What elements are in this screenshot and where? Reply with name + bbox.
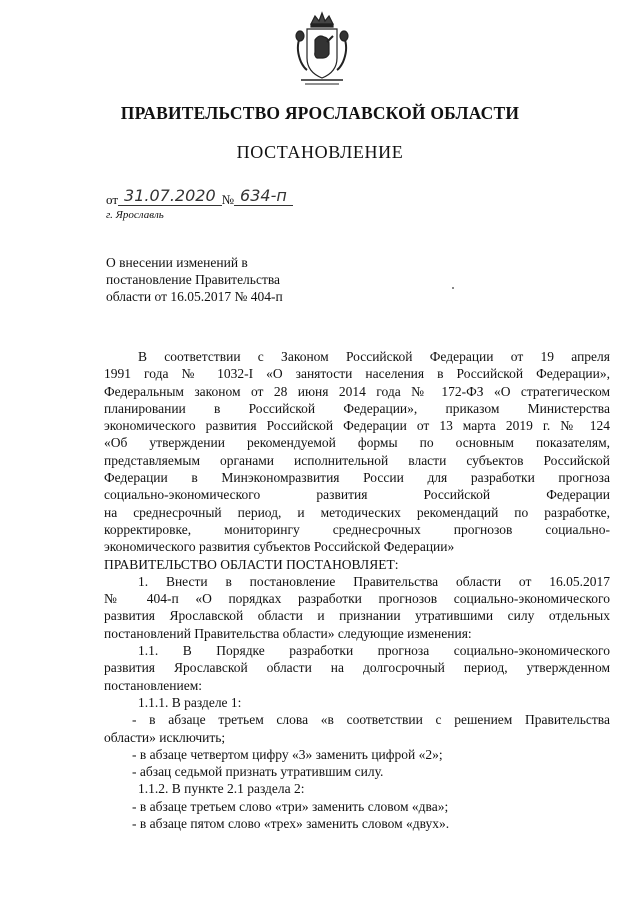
organization-title: ПРАВИТЕЛЬСТВО ЯРОСЛАВСКОЙ ОБЛАСТИ — [120, 103, 520, 123]
document-type-title: ПОСТАНОВЛЕНИЕ — [236, 142, 404, 162]
body-line: экономического развития субъектов Российской Федерации» — [104, 539, 455, 555]
body-line: социально-экономического развития Российской Федерации — [104, 487, 610, 503]
body-line: корректировке, мониторингу среднесрочных прогнозов социально- — [104, 521, 610, 537]
date-prefix: от — [106, 192, 119, 207]
body-line: В соответствии с Законом Российской Федерации от 19 апреля — [138, 349, 610, 364]
body-line: Федерации в Минэкономразвития России для разработки прогноза — [104, 470, 610, 486]
body-line: - в абзаце третьем слова «в соответствии с решением Правительства — [132, 712, 610, 728]
number-prefix: № — [221, 192, 235, 207]
body-line: на среднесрочный период, и методических рекомендаций по разработке, — [104, 504, 610, 520]
body-line: - абзац седьмой признать утратившим силу. — [132, 764, 384, 780]
subject-line: области от 16.05.2017 № 404-п — [106, 289, 283, 304]
date-number-line — [106, 186, 293, 208]
body-line: «Об утверждении рекомендуемой формы по основным показателям, — [104, 435, 610, 451]
city-label: г. Ярославль — [106, 209, 164, 221]
subject-block — [106, 254, 336, 305]
body-line: развития Ярославской области и признании утратившими силу отдельных — [104, 608, 610, 624]
body-line: 1.1.2. В пункте 2.1 раздела 2: — [138, 781, 305, 797]
document-body — [104, 348, 610, 832]
body-line: 1991 года № 1032-I «О занятости населения в Российской Федерации», — [104, 366, 610, 382]
body-line: постановлением: — [104, 677, 202, 693]
handwritten-number: 634-п — [234, 186, 293, 206]
subject-line: О внесении изменений в — [106, 255, 248, 270]
subject-line: постановление Правительства — [106, 272, 281, 287]
body-line: развития Ярославской области на долгосрочный период, утвержденном — [104, 660, 610, 676]
body-line: - в абзаце третьем слово «три» заменить словом «два»; — [132, 798, 449, 814]
body-line: 1. Внести в постановление Правительства области от 16.05.2017 — [138, 573, 610, 589]
body-line: постановлений Правительства области» следующие изменения: — [104, 625, 472, 641]
body-line: № 404-п «О порядках разработки прогнозов социально-экономического — [104, 591, 610, 607]
resolution-heading: ПРАВИТЕЛЬСТВО ОБЛАСТИ ПОСТАНОВЛЯЕТ: — [104, 556, 399, 572]
scan-speck — [452, 287, 454, 289]
body-line: планировании в Российской Федерации», приказом Министерства — [104, 400, 610, 416]
coat-of-arms-emblem — [293, 10, 351, 88]
body-line: представляемым органами исполнительной власти субъектов Российской — [104, 452, 610, 468]
body-line: - в абзаце пятом слово «трех» заменить словом «двух». — [132, 816, 450, 832]
body-line: 1.1. В Порядке разработки прогноза социально-экономического — [138, 643, 610, 659]
body-line: 1.1.1. В разделе 1: — [138, 694, 242, 710]
body-line: Федеральным законом от 28 июня 2014 года № 172-ФЗ «О стратегическом — [104, 383, 610, 399]
handwritten-date: 31.07.2020 — [118, 186, 222, 206]
body-line: - в абзаце четвертом цифру «3» заменить цифрой «2»; — [132, 746, 443, 762]
body-line: экономического развития Российской Федерации от 13 марта 2019 г. № 124 — [104, 418, 610, 434]
body-line: области» исключить; — [104, 729, 226, 745]
